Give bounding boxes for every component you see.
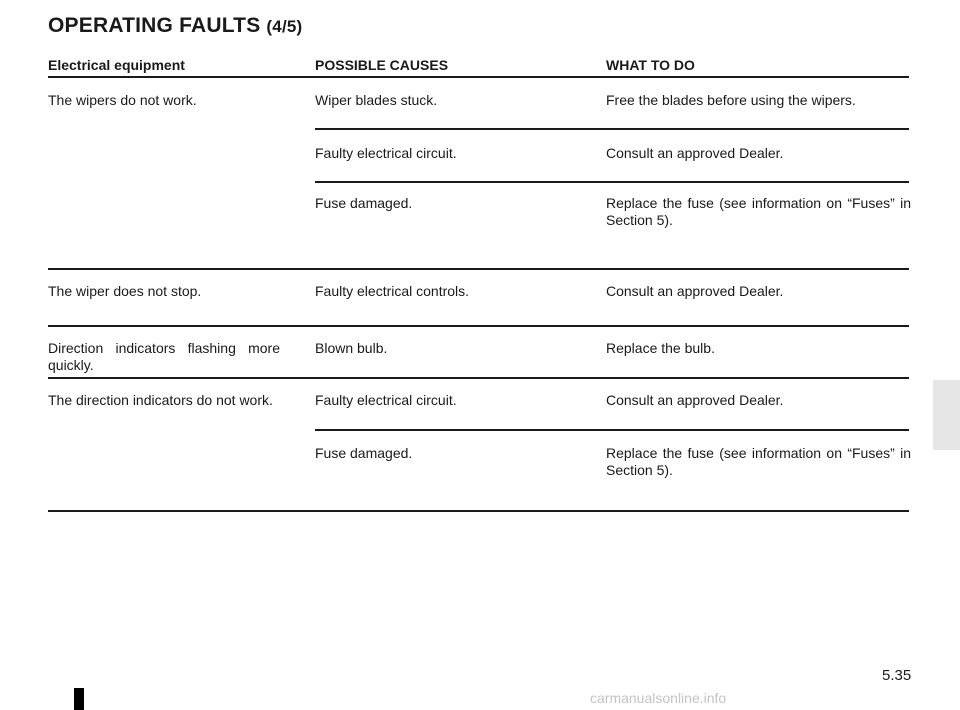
fault-action: Replace the fuse (see information on “Fuses” in Section 5). [606, 445, 911, 478]
fault-problem: The wipers do not work. [48, 92, 197, 108]
entry-rule [315, 128, 909, 130]
corner-mark [74, 688, 84, 710]
page-number: 5.35 [882, 667, 912, 684]
fault-problem: The direction indicators do not work. [48, 392, 273, 408]
page-title-main: OPERATING FAULTS [48, 14, 261, 37]
header-possible-causes: POSSIBLE CAUSES [315, 57, 449, 73]
fault-cause: Faulty electrical circuit. [315, 145, 457, 161]
fault-action: Consult an approved Dealer. [606, 145, 784, 161]
fault-cause: Blown bulb. [315, 340, 388, 356]
row-rule [48, 325, 909, 327]
fault-action: Consult an approved Dealer. [606, 392, 784, 408]
table-bottom-rule [48, 510, 909, 512]
section-tab [933, 380, 960, 450]
row-rule [48, 268, 909, 270]
footer-brand: carmanualsonline.info [590, 690, 727, 706]
fault-cause: Fuse damaged. [315, 195, 413, 211]
fault-action: Consult an approved Dealer. [606, 283, 784, 299]
entry-rule [315, 429, 909, 431]
fault-action: Replace the bulb. [606, 340, 715, 356]
fault-cause: Wiper blades stuck. [315, 92, 438, 108]
entry-rule [315, 181, 909, 183]
fault-cause: Faulty electrical circuit. [315, 392, 457, 408]
header-what-to-do: WHAT TO DO [606, 57, 695, 73]
page-title-part: (4/5) [266, 17, 303, 36]
fault-problem: The wiper does not stop. [48, 283, 202, 299]
row-rule [48, 377, 909, 379]
header-electrical-equipment: Electrical equipment [48, 57, 185, 73]
fault-action: Replace the fuse (see information on “Fuses” in Section 5). [606, 195, 911, 228]
page-title [48, 14, 302, 38]
fault-cause: Fuse damaged. [315, 445, 413, 461]
fault-cause: Faulty electrical controls. [315, 283, 470, 299]
header-rule [48, 76, 909, 78]
fault-action: Free the blades before using the wipers. [606, 92, 856, 108]
fault-problem: Direction indicators flashing more quickly. [48, 340, 280, 373]
